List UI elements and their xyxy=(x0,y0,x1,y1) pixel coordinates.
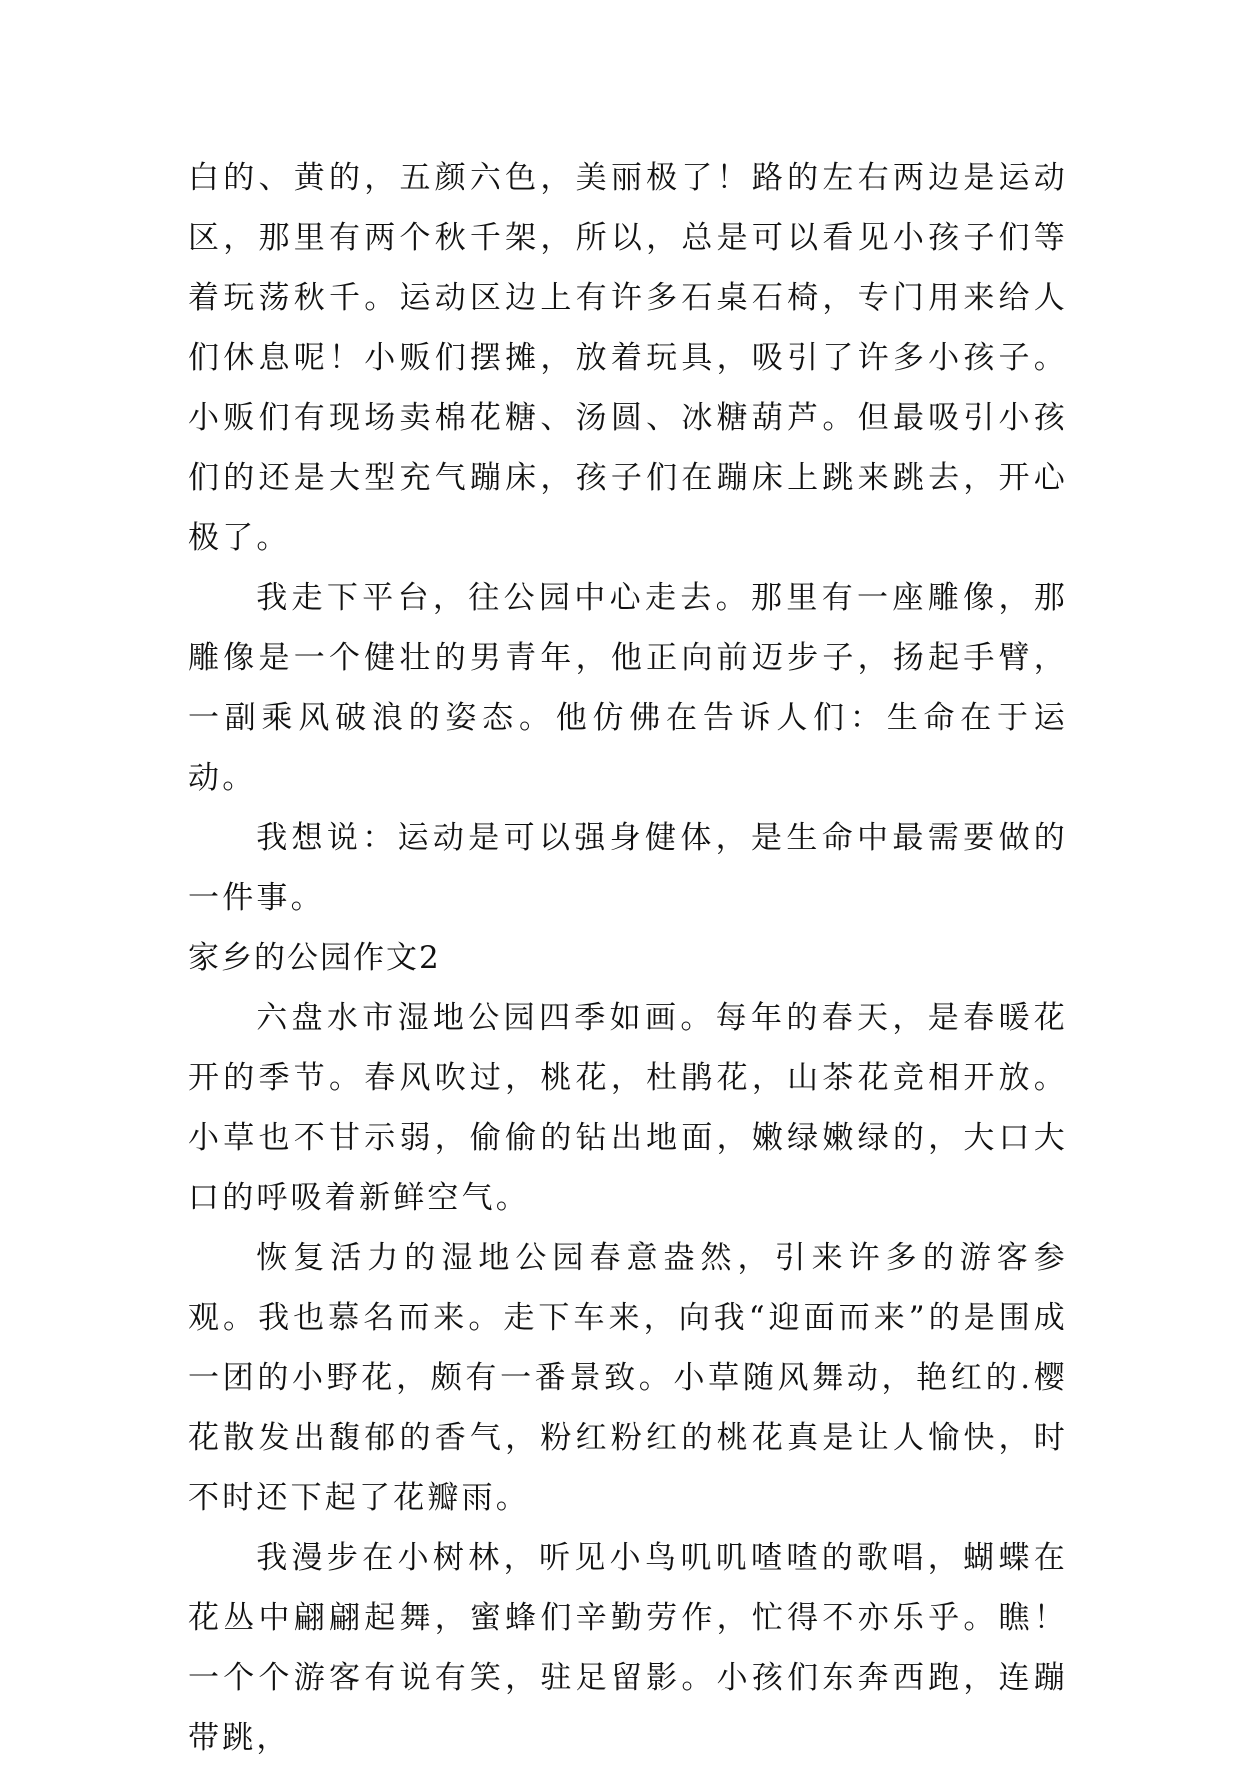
paragraph-woods: 我漫步在小树林，听见小鸟叽叽喳喳的歌唱，蝴蝶在花丛中翩翩起舞，蜜蜂们辛勤劳作，忙得不亦乐乎。瞧！一个个游客有说有笑，驻足留影。小孩们东奔西跑，连蹦带跳， xyxy=(188,1540,1068,1756)
paragraph-spring: 六盘水市湿地公园四季如画。每年的春天，是春暖花开的季节。春风吹过，桃花，杜鹃花，山茶花竞相开放。小草也不甘示弱，偷偷的钻出地面，嫩绿嫩绿的，大口大口的呼吸着新鲜空气。 xyxy=(188,1000,1068,1216)
paragraph-visitors: 恢复活力的湿地公园春意盎然，引来许多的游客参观。我也慕名而来。走下车来，向我“迎面而来”的是围成一团的小野花，颇有一番景致。小草随风舞动，艳红的.樱花散发出馥郁的香气，粉红粉红的桃花真是让人愉快，时不时还下起了花瓣雨。 xyxy=(188,1240,1068,1516)
paragraph-conclusion: 我想说：运动是可以强身健体，是生命中最需要做的一件事。 xyxy=(188,820,1068,916)
document-page xyxy=(188,148,1068,1768)
paragraph-continuation: 白的、黄的，五颜六色，美丽极了！路的左右两边是运动区，那里有两个秋千架，所以，总是可以看见小孩子们等着玩荡秋千。运动区边上有许多石桌石椅，专门用来给人们休息呢！小贩们摆摊，放着玩具，吸引了许多小孩子。小贩们有现场卖棉花糖、汤圆、冰糖葫芦。但最吸引小孩们的还是大型充气蹦床，孩子们在蹦床上跳来跳去，开心极了。 xyxy=(188,160,1068,556)
paragraph-statue: 我走下平台，往公园中心走去。那里有一座雕像，那雕像是一个健壮的男青年，他正向前迈步子，扬起手臂，一副乘风破浪的姿态。他仿佛在告诉人们：生命在于运动。 xyxy=(188,580,1068,796)
section-title: 家乡的公园作文2 xyxy=(188,940,441,976)
